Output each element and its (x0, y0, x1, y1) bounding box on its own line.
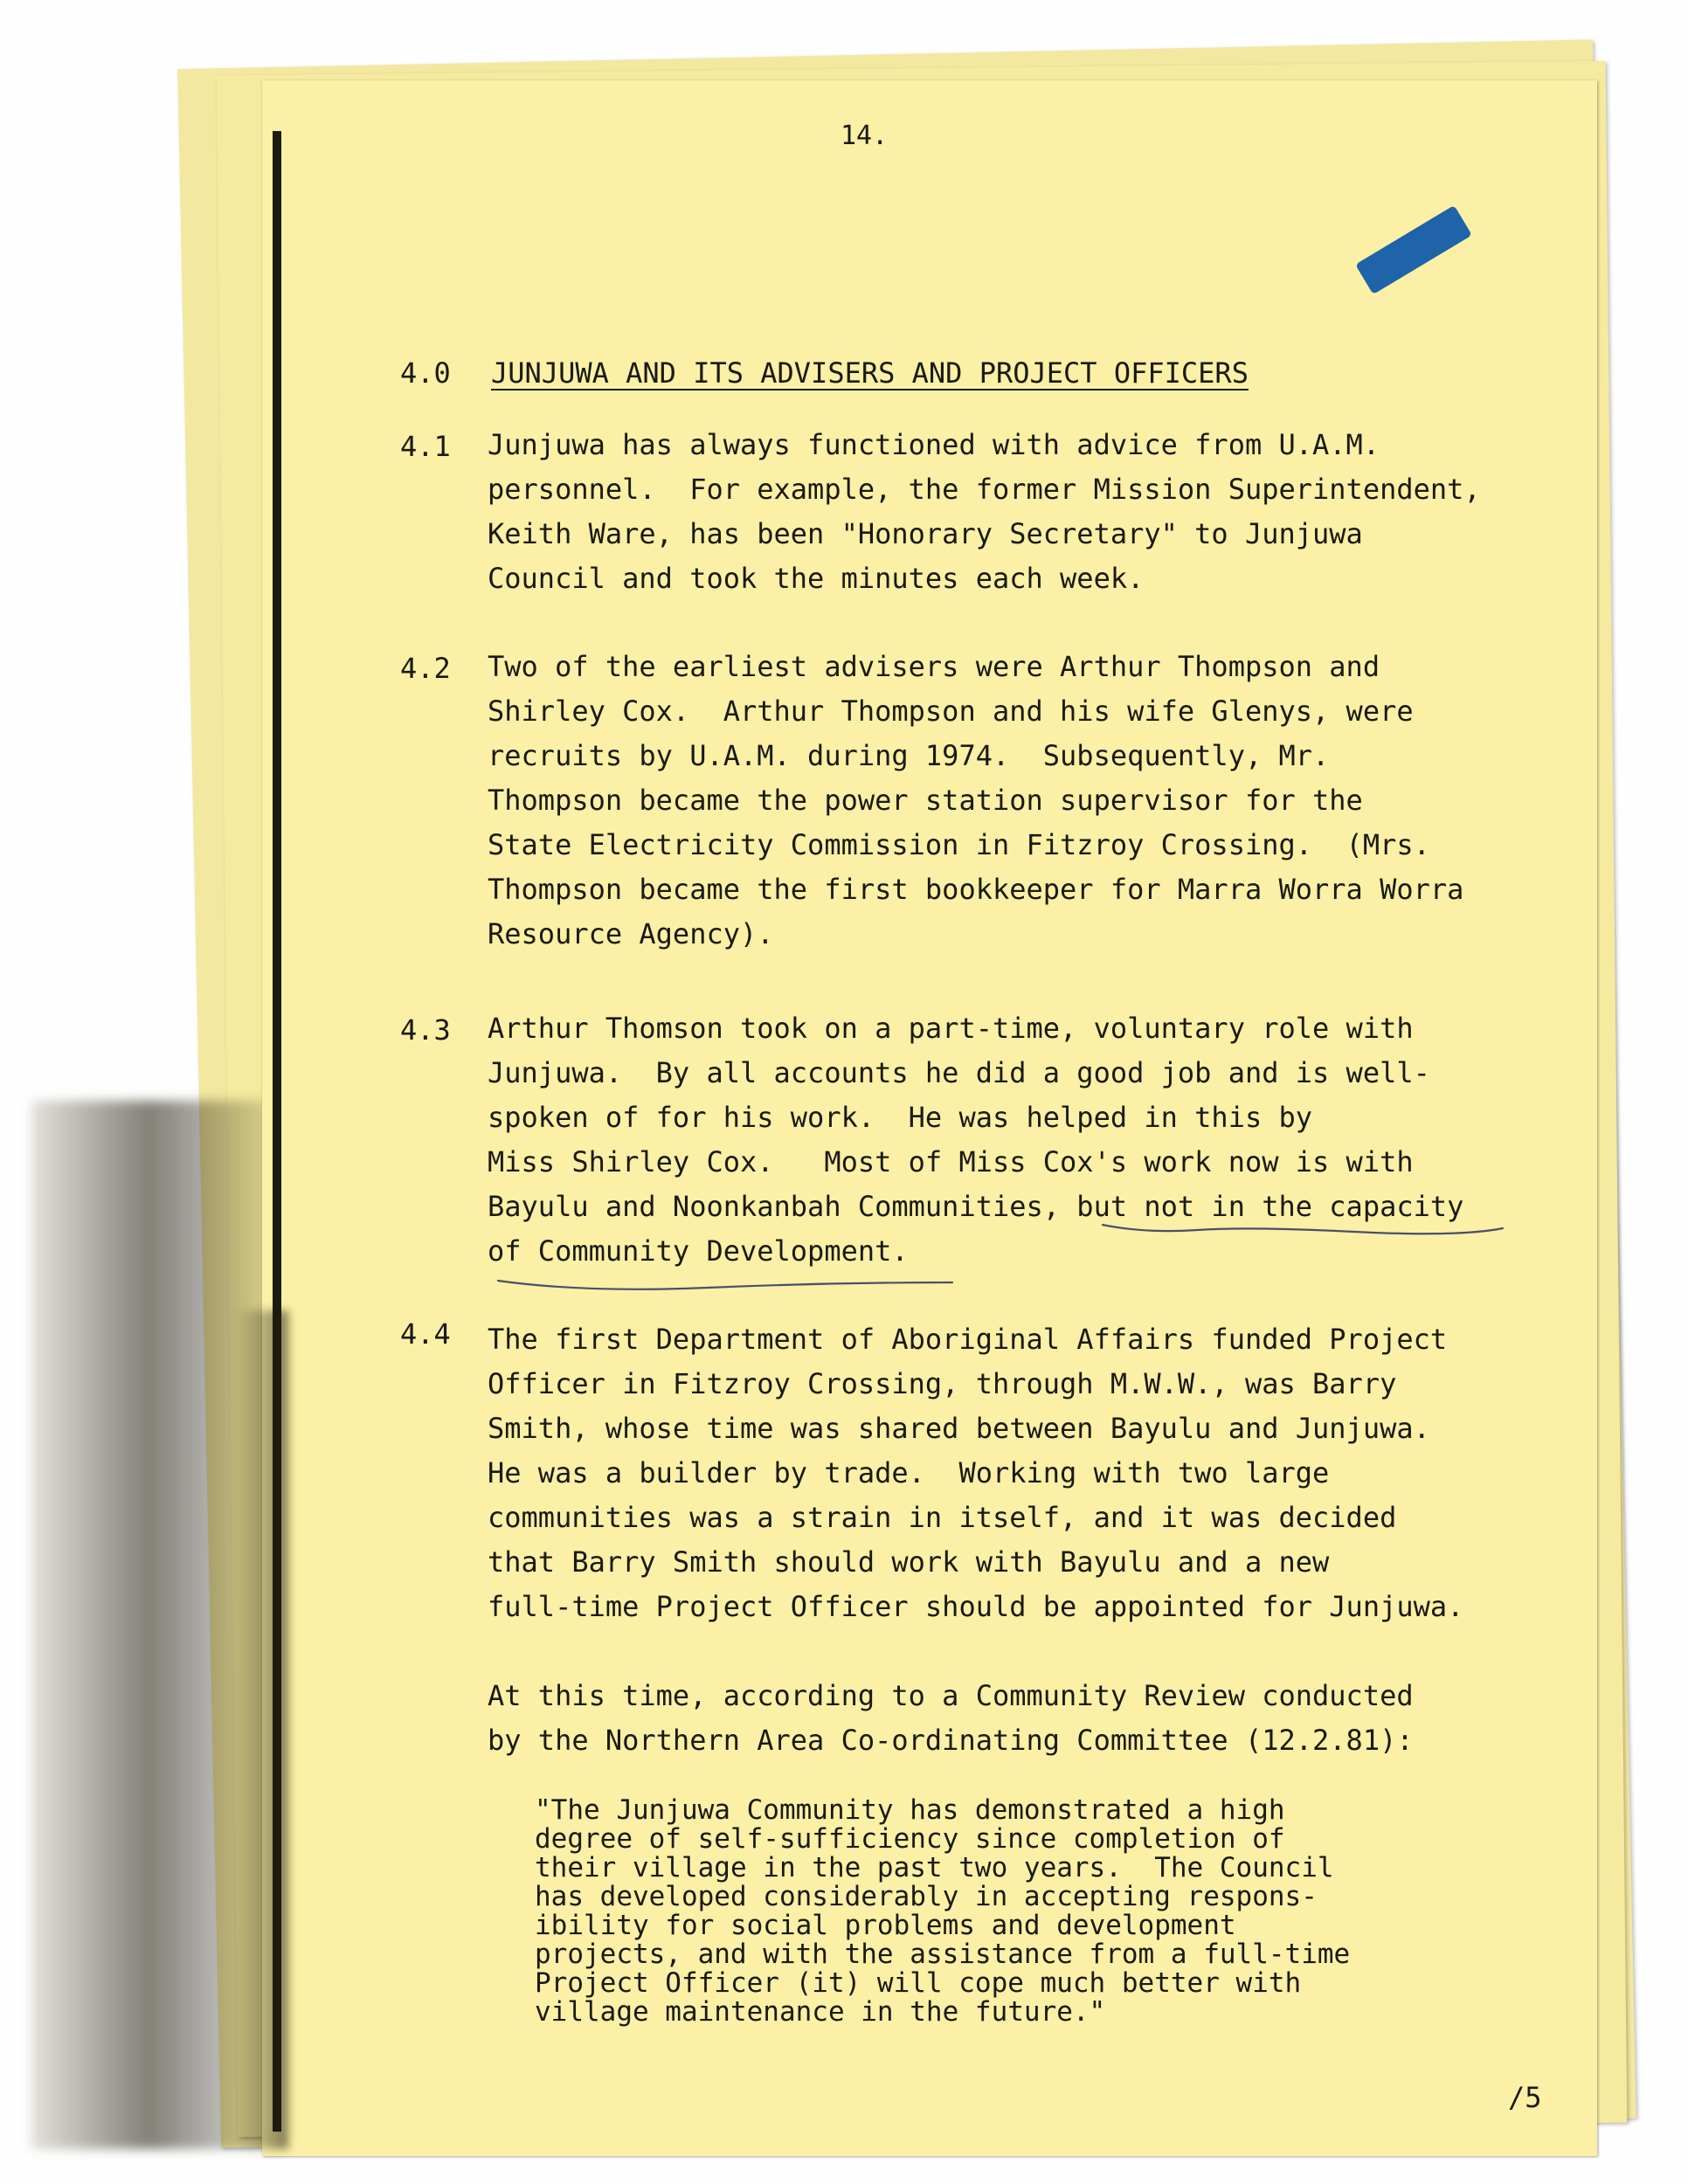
paragraph-4-1: Junjuwa has always functioned with advice from U.A.M. personnel. For example, the former Mission Superintendent, Keith Ware, has been "Honorary Secretary" to Junjuwa Council and took the minutes each week. (488, 428, 1481, 595)
continuation-marker: /5 (1508, 2081, 1542, 2114)
section-heading: JUNJUWA AND ITS ADVISERS AND PROJECT OFFICERS (491, 356, 1249, 390)
paragraph-number-4-2: 4.2 (400, 652, 451, 685)
review-quote: "The Junjuwa Community has demonstrated a high degree of self-sufficiency since completion of their village in the past two years. The Council has developed considerably in accepting respons- ibility for social problems and development projects, and with the assistance from a full-time Project Officer (it) will cope much better with village maintenance in the future." (535, 1794, 1351, 2028)
paragraph-4-4: The first Department of Aboriginal Affairs funded Project Officer in Fitzroy Crossing, through M.W.W., was Barry Smith, whose time was shared between Bayulu and Junjuwa. He was a builder by trade. Working with two large communities was a strain in itself, and it was decided that Barry Smith should work with Bayulu and a new full-time Project Officer should be appointed for Junjuwa. (488, 1323, 1464, 1623)
paragraph-4-2: Two of the earliest advisers were Arthur Thompson and Shirley Cox. Arthur Thompson and his wife Glenys, were recruits by U.A.M. during 1974. Subsequently, Mr. Thompson became the power station supervisor for the State Electricity Commission in Fitzroy Crossing. (Mrs. Thompson became the first bookkeeper for Marra Worra Worra Resource Agency). (488, 650, 1464, 950)
paragraph-4-3: Arthur Thomson took on a part-time, voluntary role with Junjuwa. By all accounts he did a good job and is well- spoken of for his work. He was helped in this by Miss Shirley Cox. Most of Miss Cox's work now is with Bayulu and Noonkanbah Communities, but not in the capacity of Community Development. (488, 1012, 1464, 1268)
paragraph-number-4-4: 4.4 (400, 1317, 451, 1351)
paragraph-number-4-3: 4.3 (400, 1013, 451, 1047)
paragraph-number-4-1: 4.1 (400, 430, 451, 463)
section-number: 4.0 (400, 356, 451, 390)
paragraph-review-intro: At this time, according to a Community Review conducted by the Northern Area Co-ordinating Committee (12.2.81): (488, 1679, 1414, 1757)
page-number: 14. (841, 121, 889, 151)
